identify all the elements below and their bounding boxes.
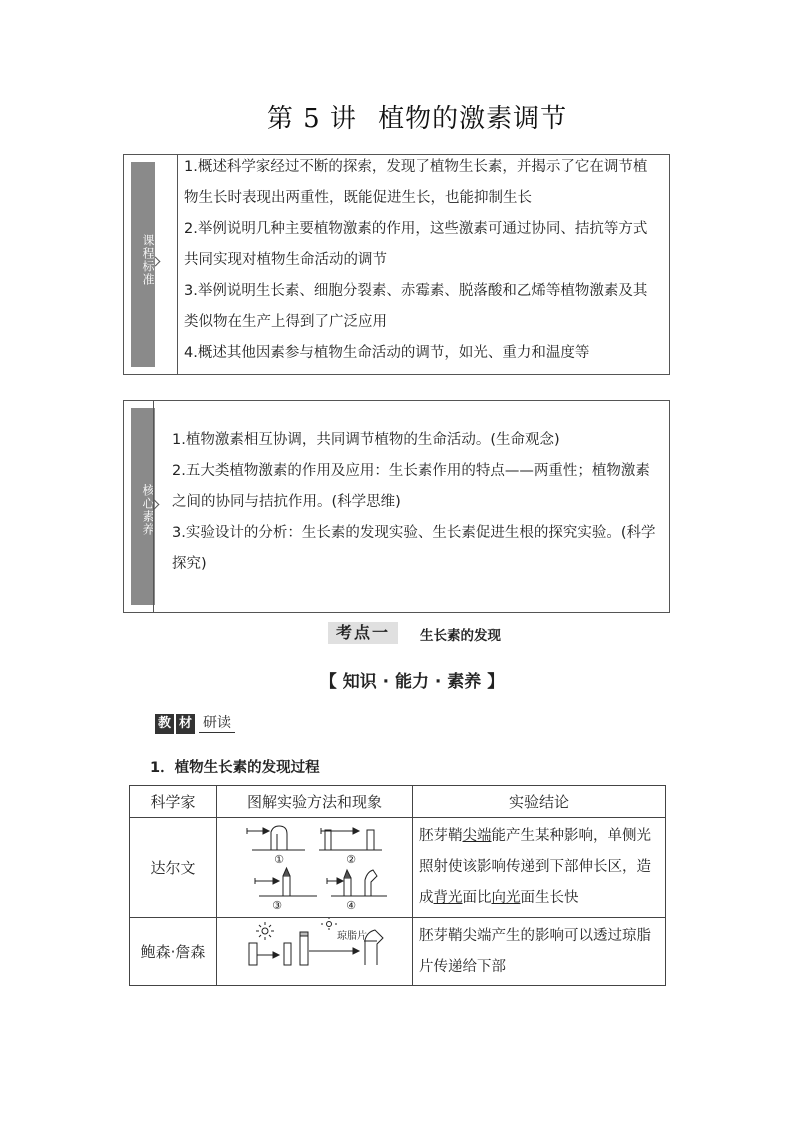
figure-label: ② bbox=[346, 853, 356, 866]
table-row bbox=[130, 918, 666, 986]
page-title bbox=[0, 98, 794, 135]
divider bbox=[177, 155, 178, 374]
conclusion-text: 面比 bbox=[462, 890, 492, 906]
darwin-figure bbox=[217, 818, 413, 918]
discovery-table bbox=[129, 785, 666, 986]
header-conclusion: 实验结论 bbox=[413, 786, 666, 818]
badge-char: 材 bbox=[176, 714, 195, 734]
badge-word: 研读 bbox=[199, 712, 235, 733]
conclusion-emphasis: 尖端 bbox=[462, 828, 492, 844]
literacy-label: 核心素养 bbox=[141, 484, 155, 536]
lecture-topic: 植物的激素调节 bbox=[378, 104, 568, 134]
conclusion-cell bbox=[413, 818, 666, 918]
literacy-list bbox=[172, 425, 661, 580]
boysen-figure bbox=[217, 918, 413, 986]
textbook-reading-badge bbox=[155, 712, 235, 734]
curriculum-list bbox=[184, 152, 661, 369]
conclusion-text: 面生长快 bbox=[520, 890, 579, 906]
kaodian-label: 考点一 bbox=[335, 623, 390, 642]
curriculum-item: 4.概述其他因素参与植物生命活动的调节，如光、重力和温度等 bbox=[184, 345, 590, 361]
scientist-cell: 达尔文 bbox=[130, 818, 217, 918]
curriculum-item: 2.举例说明几种主要植物激素的作用，这些激素可通过协同、拮抗等方式共同实现对植物生命活动的调节 bbox=[184, 221, 648, 268]
conclusion-text: 能产生某种影响，单侧光照射使该影响传递到下部伸长区，造成 bbox=[419, 828, 651, 906]
conclusion-emphasis: 背光 bbox=[433, 890, 463, 906]
figure-label: ③ bbox=[272, 899, 282, 912]
header-scientist: 科学家 bbox=[130, 786, 217, 818]
curriculum-label: 课程标准 bbox=[141, 234, 155, 286]
figure-label: ① bbox=[274, 853, 284, 866]
curriculum-side-label bbox=[131, 162, 155, 367]
subheading: 1．植物生长素的发现过程 bbox=[150, 760, 320, 776]
figure-label: ④ bbox=[346, 899, 356, 912]
table-header-row bbox=[130, 786, 666, 818]
section-title: 【 知识 · 能力 · 素养 】 bbox=[319, 672, 505, 692]
literacy-item: 2.五大类植物激素的作用及应用：生长素作用的特点——两重性；植物激素之间的协同与拮抗作用。(科学思维) bbox=[172, 463, 650, 510]
figure-label: 琼脂片 bbox=[337, 931, 367, 942]
table-row bbox=[130, 818, 666, 918]
conclusion-text: 胚芽鞘 bbox=[419, 828, 463, 844]
boysen-experiment-figure bbox=[217, 918, 412, 981]
kaodian-title: 生长素的发现 bbox=[420, 628, 501, 644]
darwin-experiment-figure bbox=[217, 818, 412, 913]
curriculum-item: 1.概述科学家经过不断的探索，发现了植物生长素，并揭示了它在调节植物生长时表现出两重性，既能促进生长，也能抑制生长 bbox=[184, 159, 648, 206]
conclusion-emphasis: 向光 bbox=[491, 890, 521, 906]
literacy-item: 1.植物激素相互协调，共同调节植物的生命活动。(生命观念) bbox=[172, 432, 560, 448]
scientist-cell: 鲍森·詹森 bbox=[130, 918, 217, 986]
header-method: 图解实验方法和现象 bbox=[217, 786, 413, 818]
badge-char: 教 bbox=[155, 714, 174, 734]
conclusion-cell: 胚芽鞘尖端产生的影响可以透过琼脂片传递给下部 bbox=[413, 918, 666, 986]
curriculum-box bbox=[123, 154, 670, 375]
curriculum-item: 3.举例说明生长素、细胞分裂素、赤霉素、脱落酸和乙烯等植物激素及其类似物在生产上得到了广泛应用 bbox=[184, 283, 648, 330]
literacy-item: 3.实验设计的分析：生长素的发现实验、生长素促进生根的探究实验。(科学探究) bbox=[172, 525, 656, 572]
literacy-box bbox=[123, 400, 670, 613]
lecture-number: 第 5 讲 bbox=[266, 104, 357, 134]
